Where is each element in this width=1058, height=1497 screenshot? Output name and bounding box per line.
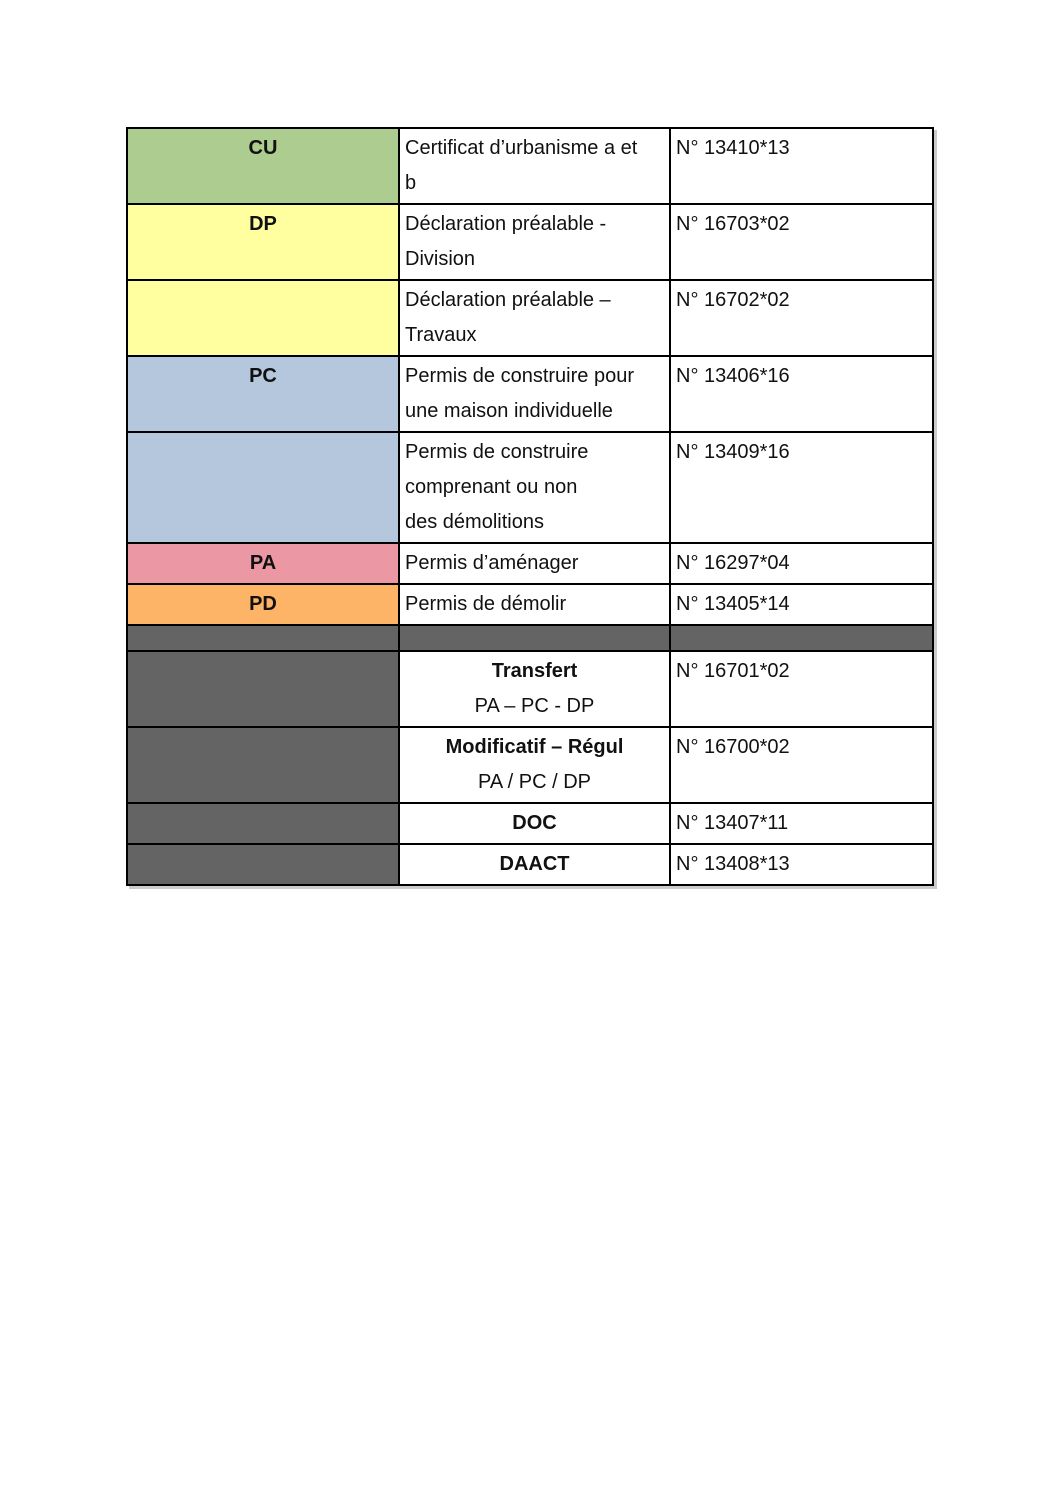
code-cell xyxy=(127,432,399,543)
form-number-cell: N° 13409*16 xyxy=(670,432,933,543)
form-number-cell: N° 16701*02 xyxy=(670,651,933,727)
description-line: Permis de construire pour xyxy=(405,365,634,387)
description-cell xyxy=(399,803,670,844)
form-number-cell: N° 13406*16 xyxy=(670,356,933,432)
description-line: Permis de construire xyxy=(405,441,589,463)
table-row xyxy=(127,128,933,204)
table-row xyxy=(127,803,933,844)
description-line: Déclaration préalable - xyxy=(405,213,607,235)
code-cell xyxy=(127,844,399,885)
description-cell xyxy=(399,280,670,356)
description-cell xyxy=(399,356,670,432)
form-number-cell: N° 13410*13 xyxy=(670,128,933,204)
code-cell: CU xyxy=(127,128,399,204)
description-line: Travaux xyxy=(405,324,477,346)
description-cell xyxy=(399,128,670,204)
description-line: Permis d’aménager xyxy=(405,552,579,574)
table-row xyxy=(127,204,933,280)
description-line: des démolitions xyxy=(405,511,544,533)
code-cell xyxy=(127,803,399,844)
table-row xyxy=(127,356,933,432)
description-line: Division xyxy=(405,248,476,270)
description-line: comprenant ou non xyxy=(405,476,578,498)
forms-table-body xyxy=(127,128,933,885)
description-line: DOC xyxy=(512,812,557,834)
form-number-cell: N° 16703*02 xyxy=(670,204,933,280)
description-line: DAACT xyxy=(499,853,570,875)
code-cell: DP xyxy=(127,204,399,280)
code-cell: PC xyxy=(127,356,399,432)
separator-code-cell xyxy=(127,625,399,651)
forms-table xyxy=(126,127,934,886)
description-cell xyxy=(399,432,670,543)
separator-row xyxy=(127,625,933,651)
description-cell xyxy=(399,204,670,280)
table-row xyxy=(127,727,933,803)
description-line: PA / PC / DP xyxy=(478,771,591,793)
description-cell xyxy=(399,584,670,625)
code-cell xyxy=(127,280,399,356)
description-cell xyxy=(399,651,670,727)
description-line: PA – PC - DP xyxy=(474,695,595,717)
description-cell xyxy=(399,844,670,885)
code-cell: PA xyxy=(127,543,399,584)
form-number-cell: N° 16702*02 xyxy=(670,280,933,356)
form-number-cell: N° 16297*04 xyxy=(670,543,933,584)
code-cell xyxy=(127,727,399,803)
form-number-cell: N° 13405*14 xyxy=(670,584,933,625)
code-cell: PD xyxy=(127,584,399,625)
table-row xyxy=(127,543,933,584)
table-row xyxy=(127,280,933,356)
description-line: Modificatif – Régul xyxy=(445,736,624,758)
description-line: Transfert xyxy=(491,660,578,682)
table-row xyxy=(127,584,933,625)
description-cell xyxy=(399,543,670,584)
description-line: Certificat d’urbanisme a et xyxy=(405,137,638,159)
description-line: Déclaration préalable – xyxy=(405,289,611,311)
table-row xyxy=(127,432,933,543)
separator-description-cell xyxy=(399,625,670,651)
separator-number-cell xyxy=(670,625,933,651)
description-line: une maison individuelle xyxy=(405,400,613,422)
table-row xyxy=(127,844,933,885)
form-number-cell: N° 13408*13 xyxy=(670,844,933,885)
code-cell xyxy=(127,651,399,727)
description-line: b xyxy=(405,172,417,194)
description-line: Permis de démolir xyxy=(405,593,567,615)
form-number-cell: N° 16700*02 xyxy=(670,727,933,803)
description-cell xyxy=(399,727,670,803)
form-number-cell: N° 13407*11 xyxy=(670,803,933,844)
table-row xyxy=(127,651,933,727)
